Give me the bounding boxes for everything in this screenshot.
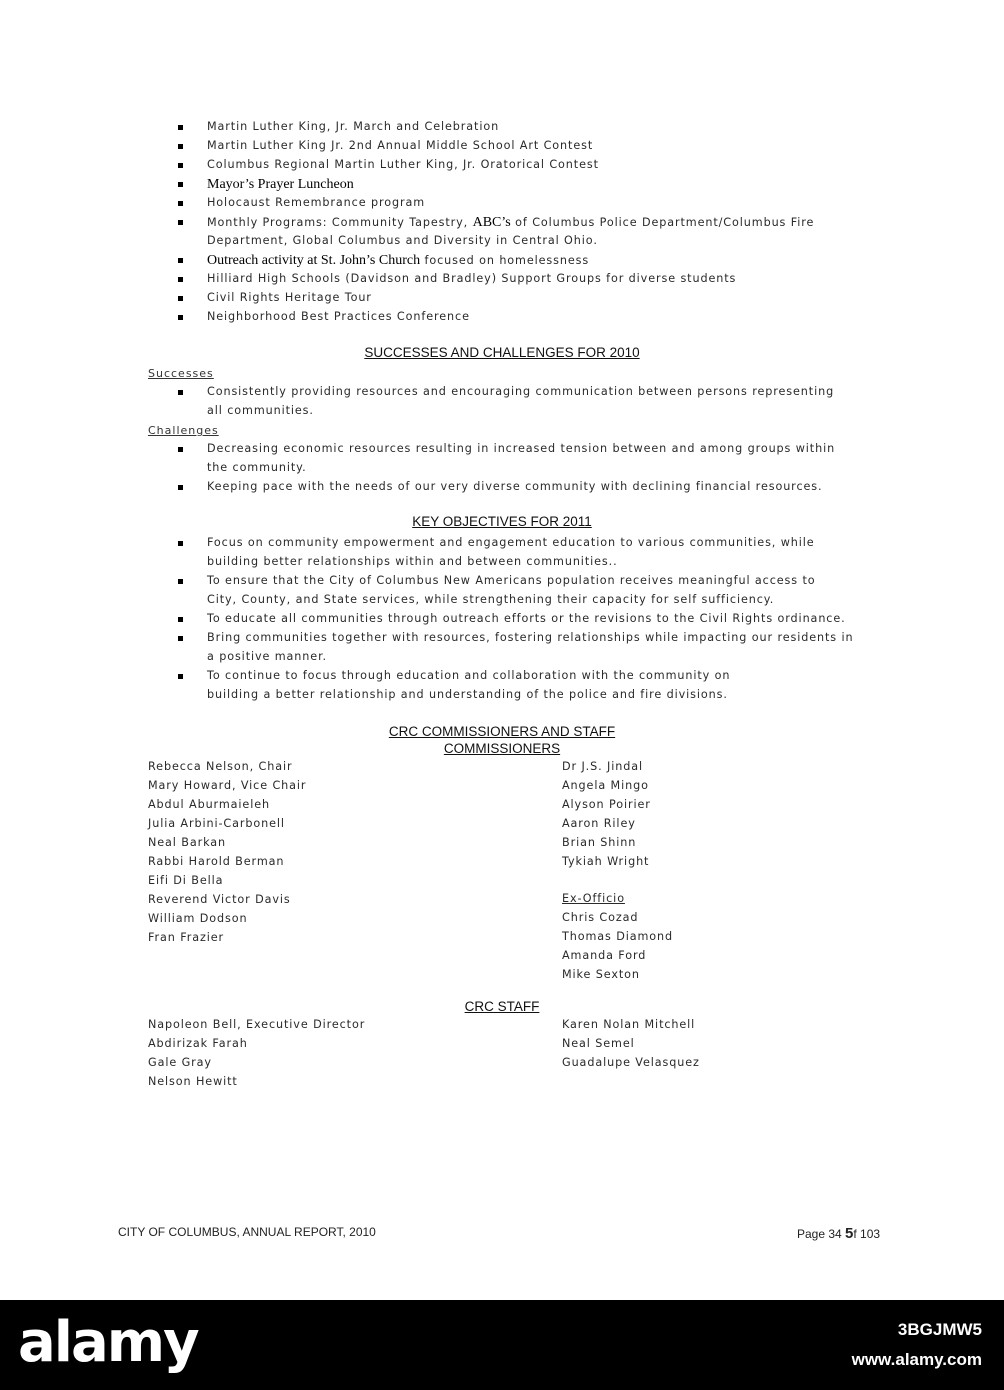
name-entry: Julia Arbini-Carbonell: [148, 817, 285, 830]
footer-report-title: CITY OF COLUMBUS, ANNUAL REPORT, 2010: [118, 1225, 376, 1239]
image-id: 3BGJMW5: [897, 1320, 982, 1339]
bullet-item: [176, 215, 814, 253]
staff-left-column: [148, 1018, 365, 1094]
name-entry: Tykiah Wright: [562, 855, 650, 868]
bullet-item: [176, 253, 814, 272]
bullet-line: City, County, and State services, while strengthening their capacity for self sufficiency.: [207, 593, 775, 606]
successes-label: Successes: [148, 367, 214, 380]
bullet-item: [176, 669, 853, 707]
crc-heading: CRC COMMISSIONERS AND STAFF: [388, 724, 616, 739]
bullet-line: a positive manner.: [207, 650, 327, 663]
name-entry: Mike Sexton: [562, 968, 640, 981]
name-entry: Eifi Di Bella: [148, 874, 224, 887]
name-entry: Karen Nolan Mitchell: [562, 1018, 696, 1031]
name-entry: Angela Mingo: [562, 779, 649, 792]
name-entry: Mary Howard, Vice Chair: [148, 779, 307, 792]
name-entry: Abdirizak Farah: [148, 1037, 248, 1050]
name-entry: Abdul Aburmaieleh: [148, 798, 270, 811]
bullet-item: [176, 536, 853, 574]
name-entry: Chris Cozad: [562, 911, 639, 924]
ex-officio-column: [562, 911, 673, 987]
successes-list: [176, 385, 834, 423]
name-entry: Rebecca Nelson, Chair: [148, 760, 293, 773]
key-objectives-heading: KEY OBJECTIVES FOR 2011: [412, 514, 592, 529]
bullet-line: building better relationships within and between communities..: [207, 555, 618, 568]
objectives-list: [176, 536, 853, 707]
name-entry: Napoleon Bell, Executive Director: [148, 1018, 366, 1031]
bullet-item: [176, 631, 853, 669]
bullet-item: [176, 385, 834, 423]
bullet-item: Neighborhood Best Practices Conference: [176, 310, 814, 329]
name-entry: Dr J.S. Jindal: [562, 760, 644, 773]
crc-staff-heading: CRC STAFF: [464, 999, 540, 1014]
bullet-line: the community.: [207, 461, 307, 474]
name-entry: Neal Semel: [562, 1037, 635, 1050]
ex-officio-label: Ex-Officio: [562, 892, 625, 905]
bullet-item: Civil Rights Heritage Tour: [176, 291, 814, 310]
alamy-logo: alamy: [18, 1310, 198, 1375]
name-entry: Brian Shinn: [562, 836, 637, 849]
name-entry: Gale Gray: [148, 1056, 212, 1069]
name-entry: Thomas Diamond: [562, 930, 674, 943]
name-entry: Nelson Hewitt: [148, 1075, 238, 1088]
bullet-item: [176, 442, 835, 480]
bullet-line: Consistently providing resources and encouraging communication between persons representing: [207, 385, 835, 398]
commissioners-heading: COMMISSIONERS: [443, 741, 561, 756]
monthly-line2: Department, Global Columbus and Diversity in Central Ohio.: [207, 234, 598, 247]
outreach-text: focused on homelessness: [420, 254, 590, 267]
bullet-item: Martin Luther King Jr. 2nd Annual Middle School Art Contest: [176, 139, 814, 158]
name-entry: Neal Barkan: [148, 836, 227, 849]
bullet-item: [176, 480, 835, 499]
bullet-item: Hilliard High Schools (Davidson and Bradley) Support Groups for diverse students: [176, 272, 814, 291]
name-entry: Amanda Ford: [562, 949, 647, 962]
bullet-item: [176, 612, 853, 631]
bullet-line: To ensure that the City of Columbus New Americans population receives meaningful access to: [207, 574, 816, 587]
name-entry: Reverend Victor Davis: [148, 893, 291, 906]
monthly-text-end: of Columbus Police Department/Columbus Fire: [510, 216, 815, 229]
footer-page-number: [797, 1225, 880, 1242]
bullet-item: [176, 574, 853, 612]
monthly-text: Monthly Programs: Community Tapestry,: [207, 216, 473, 229]
name-entry: Guadalupe Velasquez: [562, 1056, 700, 1069]
bullet-line: To continue to focus through education and collaboration with the community on: [207, 669, 731, 682]
page-b: 5: [845, 1225, 854, 1242]
bullet-item: Martin Luther King, Jr. March and Celebration: [176, 120, 814, 139]
staff-right-column: [562, 1018, 700, 1075]
name-entry: Fran Frazier: [148, 931, 225, 944]
successes-challenges-heading: SUCCESSES AND CHALLENGES FOR 2010: [364, 345, 640, 360]
bullet-item: Mayor’s Prayer Luncheon: [176, 177, 814, 196]
bullet-item: Holocaust Remembrance program: [176, 196, 814, 215]
bullet-line: Decreasing economic resources resulting in increased tension between and among groups within: [207, 442, 836, 455]
outreach-title: Outreach activity at St. John’s Church: [207, 253, 421, 268]
name-entry: William Dodson: [148, 912, 248, 925]
name-entry: Aaron Riley: [562, 817, 636, 830]
name-entry: Rabbi Harold Berman: [148, 855, 285, 868]
bullet-line: all communities.: [207, 404, 314, 417]
challenges-list: [176, 442, 835, 499]
page-c: f 103: [853, 1227, 881, 1241]
bullet-line: Keeping pace with the needs of our very diverse community with declining financial resources.: [207, 480, 823, 493]
events-list: [176, 120, 814, 329]
challenges-label: Challenges: [148, 424, 219, 437]
watermark-banner: [0, 1300, 1004, 1390]
name-entry: Alyson Poirier: [562, 798, 651, 811]
bullet-item: Columbus Regional Martin Luther King, Jr. Oratorical Contest: [176, 158, 814, 177]
commissioners-right-column: [562, 760, 651, 874]
commissioners-left-column: [148, 760, 306, 950]
bullet-line: building a better relationship and understanding of the police and fire divisions.: [207, 688, 728, 701]
abc-text: ABC’s: [472, 215, 511, 230]
bullet-line: Bring communities together with resources, fostering relationships while impacting our residents in: [207, 631, 854, 644]
page-a: Page 34: [797, 1227, 846, 1241]
bullet-line: Focus on community empowerment and engagement education to various communities, while: [207, 536, 815, 549]
bullet-line: To educate all communities through outreach efforts or the revisions to the Civil Rights ordinance.: [207, 612, 846, 625]
watermark-url: www.alamy.com: [851, 1350, 982, 1369]
